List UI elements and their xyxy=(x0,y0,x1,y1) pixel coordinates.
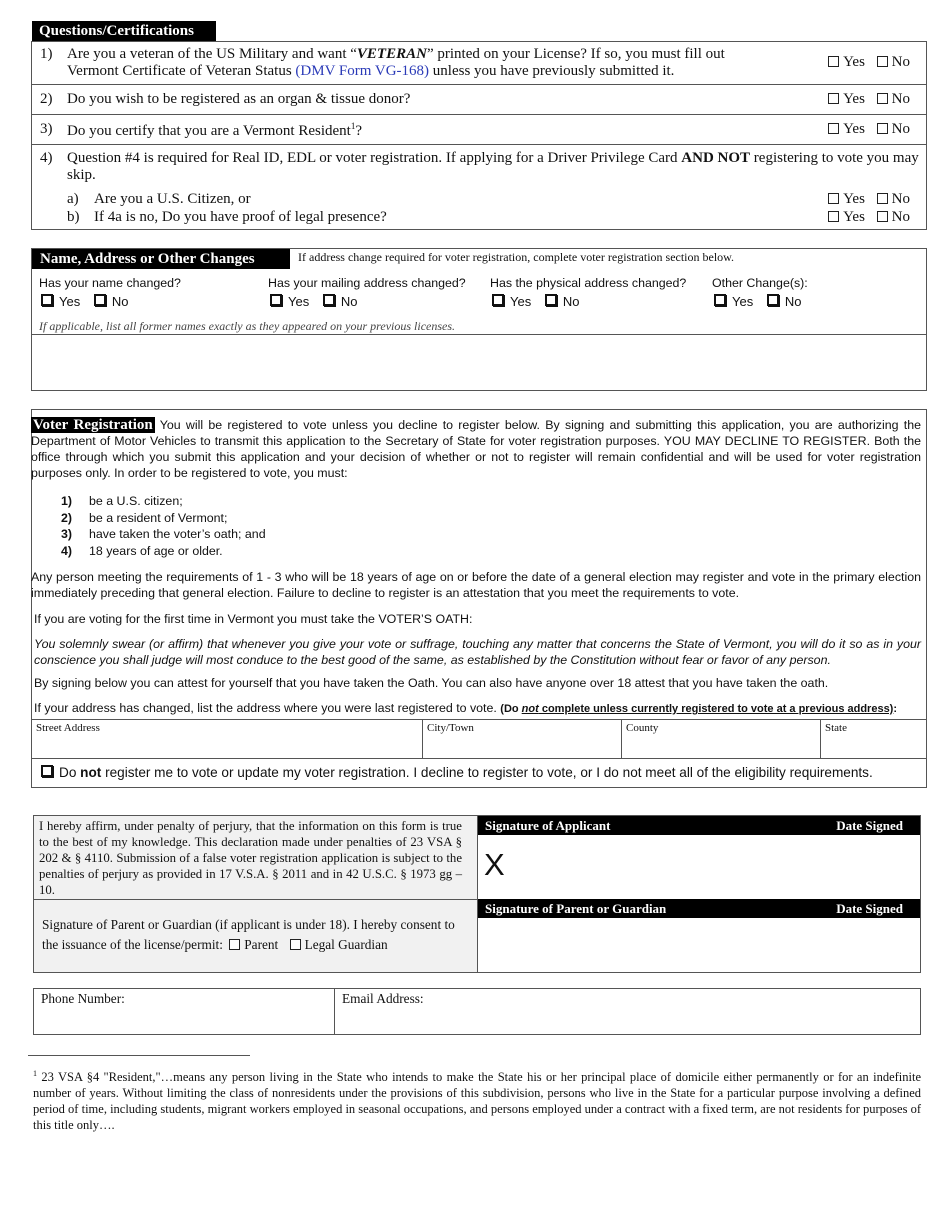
other-changed-no-checkbox[interactable] xyxy=(767,294,779,306)
phone-number-field[interactable] xyxy=(34,1008,333,1034)
sub-question-label: a) xyxy=(67,191,79,207)
q4a-no-checkbox[interactable] xyxy=(877,193,888,204)
physical-changed-yes-checkbox[interactable] xyxy=(492,294,504,306)
q1-no-checkbox[interactable] xyxy=(877,56,888,67)
state-label: State xyxy=(825,722,847,734)
footnote-ref: 1 xyxy=(350,121,356,131)
city-town-label: City/Town xyxy=(427,722,474,734)
question-3-text: Do you certify that you are a Vermont Resident$^1$? xyxy=(67,121,362,139)
voters-oath: You solemnly swear (or affirm) that whenever you give your vote or suffrage, touching any matter that concerns the State of Vermont, you will do it so as in your conscience you shall judge will most conduce to the best good of the same, as established by the Constitution without fear or favor of any person. xyxy=(34,637,921,667)
parent-checkbox[interactable] xyxy=(229,939,240,950)
mailing-changed-yes-checkbox[interactable] xyxy=(270,294,282,306)
guardian-signature-field[interactable] xyxy=(478,919,920,972)
change-mailing-label: Has your mailing address changed? xyxy=(268,276,466,290)
q1-yes-checkbox[interactable] xyxy=(828,56,839,67)
street-address-field[interactable] xyxy=(32,736,421,758)
voter-intro: Voter Registration You will be registered to vote unless you decline to register below. By signing and submitting this application, you are authorizing the Department of Motor Vehicles to transmit this application to the Secretary of State for voter registration purposes. YOU MAY DECLINE TO REGISTER. Both the office through which you submit this application and your decision of whether or not to register will remain confidential and will be used for voter registration purposes only. In order to be registered to vote, you must: xyxy=(31,417,922,480)
question-3-row xyxy=(31,115,927,145)
requirement-item: 1) be a U.S. citizen; xyxy=(61,494,183,508)
question-4a-text: Are you a U.S. Citizen, or xyxy=(94,191,251,207)
voter-paragraph-5: If your address has changed, list the address where you were last registered to vote. (Do not complete unless currently registered to vote at a previous address): xyxy=(34,701,898,715)
question-2-yes-no: Yes No xyxy=(828,91,910,108)
affirmation-divider xyxy=(33,899,477,900)
guardian-consent-text: Signature of Parent or Guardian (if applicant is under 18). I hereby consent to the issuance of the license/permit: Parent Legal Guardian xyxy=(42,917,455,952)
question-1-text: Are you a veteran of the US Military and want “VETERAN” printed on your License? If so, you must fill out Vermont Certificate of Veteran Status (DMV Form VG-168) unless you have previously submitted it. xyxy=(67,46,725,79)
question-2-text: Do you wish to be registered as an organ & tissue donor? xyxy=(67,91,411,107)
question-1-row xyxy=(31,41,927,85)
question-number: 3) xyxy=(40,121,53,137)
physical-changed-no-checkbox[interactable] xyxy=(545,294,557,306)
q3-yes-checkbox[interactable] xyxy=(828,123,839,134)
q2-no-checkbox[interactable] xyxy=(877,93,888,104)
street-address-label: Street Address xyxy=(36,722,100,734)
requirement-item: 3) have taken the voter’s oath; and xyxy=(61,527,266,541)
perjury-affirmation-text: I hereby affirm, under penalty of perjury, that the information on this form is true to the best of my knowledge. This declaration made under penalties of 23 VSA § 202 & § 4110. Submission of a false voter registration application is subject to the penalties of perjury as provided in 17 V.S.A. § 2011 and in 42 U.S.C. § 1973 gg – 10. xyxy=(39,819,462,897)
voter-paragraph-4: By signing below you can attest for yourself that you have taken the Oath. You can also have anyone over 18 attest that you have taken the oath. xyxy=(34,676,829,690)
question-1-yes-no: Yes No xyxy=(828,54,910,71)
legal-guardian-checkbox[interactable] xyxy=(290,939,301,950)
applicant-signature-header: Signature of Applicant Date Signed xyxy=(478,816,920,835)
q3-no-checkbox[interactable] xyxy=(877,123,888,134)
change-other-options: Yes No xyxy=(714,294,801,309)
email-address-label: Email Address: xyxy=(342,991,424,1006)
signature-x-mark: X xyxy=(484,847,505,882)
question-4b-text: If 4a is no, Do you have proof of legal presence? xyxy=(94,209,387,225)
question-4b-yes-no: Yes No xyxy=(828,209,910,226)
other-changed-yes-checkbox[interactable] xyxy=(714,294,726,306)
name-changed-yes-checkbox[interactable] xyxy=(41,294,53,306)
change-other-label: Other Change(s): xyxy=(712,276,808,290)
phone-number-label: Phone Number: xyxy=(41,991,125,1006)
email-address-field[interactable] xyxy=(335,1008,920,1034)
name-changed-no-checkbox[interactable] xyxy=(94,294,106,306)
city-town-field[interactable] xyxy=(423,736,620,758)
county-label: County xyxy=(626,722,659,734)
question-number: 2) xyxy=(40,91,53,107)
q4a-yes-checkbox[interactable] xyxy=(828,193,839,204)
requirement-item: 4) 18 years of age or older. xyxy=(61,543,223,558)
q4b-yes-checkbox[interactable] xyxy=(828,211,839,222)
question-3-yes-no: Yes No xyxy=(828,121,910,138)
county-field[interactable] xyxy=(622,736,819,758)
resident-footnote: $^1$ 23 VSA §4 "Resident,"…means any person living in the State who intends to make the State his or her principal place of domicile either permanently or for an indefinite number of years. Without limiting the class of nonresidents under the provisions of this subdivision, persons who live in the State for a particular purpose involving a defined period of time, including students, migrant workers employed in seasonal occupations, and persons employed under a contract with a fixed term, are not residents for purposes of this title only…. xyxy=(33,1069,921,1133)
change-name-options: Yes No xyxy=(41,294,128,309)
voter-paragraph-2: Any person meeting the requirements of 1 - 3 who will be 18 years of age on or before the date of a general election may register and vote in the primary election immediately preceding that general election. Failure to decline to register is an attestation that you meet the requirements to vote. xyxy=(31,570,921,600)
voter-requirements-list xyxy=(61,493,266,559)
guardian-signature-header: Signature of Parent or Guardian Date Signed xyxy=(478,899,920,918)
question-4-row xyxy=(31,145,927,230)
q4b-no-checkbox[interactable] xyxy=(877,211,888,222)
question-4-text: Question #4 is required for Real ID, EDL or voter registration. If applying for a Driver Privilege Card AND NOT registering to vote you may skip. xyxy=(67,150,919,183)
former-names-hint: If applicable, list all former names exactly as they appeared on your previous licenses. xyxy=(39,319,456,333)
change-name-label: Has your name changed? xyxy=(39,276,181,290)
state-field[interactable] xyxy=(821,736,926,758)
mailing-changed-no-checkbox[interactable] xyxy=(323,294,335,306)
questions-header: Questions/Certifications xyxy=(32,21,216,41)
change-physical-label: Has the physical address changed? xyxy=(490,276,687,290)
voter-header: Voter Registration xyxy=(33,417,153,433)
changes-note: If address change required for voter registration, complete voter registration section below. xyxy=(298,250,735,264)
former-names-field[interactable] xyxy=(31,334,927,391)
changes-header: Name, Address or Other Changes xyxy=(32,249,290,269)
footnote-rule xyxy=(28,1055,250,1056)
question-number: 4) xyxy=(40,150,53,166)
voter-paragraph-3: If you are voting for the first time in Vermont you must take the VOTER’S OATH: xyxy=(34,612,473,626)
applicant-signature-field[interactable] xyxy=(478,836,920,899)
question-4a-yes-no: Yes No xyxy=(828,191,910,208)
question-2-row xyxy=(31,85,927,115)
sub-question-label: b) xyxy=(67,209,80,225)
decline-registration-row: Do not register me to vote or update my voter registration. I decline to register to vote, or I do not meet all of the eligibility requirements. xyxy=(31,759,927,788)
change-physical-options: Yes No xyxy=(492,294,579,309)
requirement-item: 2) be a resident of Vermont; xyxy=(61,510,228,525)
q2-yes-checkbox[interactable] xyxy=(828,93,839,104)
question-number: 1) xyxy=(40,46,53,62)
decline-registration-checkbox[interactable] xyxy=(41,765,53,777)
vg-168-form-link[interactable]: (DMV Form VG-168) xyxy=(295,63,430,79)
change-mailing-options: Yes No xyxy=(270,294,357,309)
